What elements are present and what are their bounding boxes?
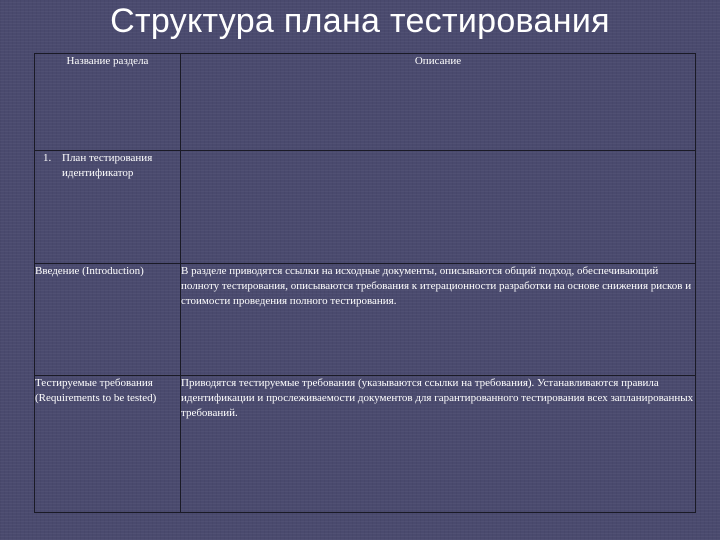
header-description: Описание <box>181 54 696 151</box>
table-row <box>35 151 696 264</box>
item-text <box>62 151 152 181</box>
item-text-line1: План тестирования <box>62 152 153 164</box>
slide-title: Структура плана тестирования <box>110 2 610 40</box>
description-cell <box>181 151 696 264</box>
header-section-name: Название раздела <box>35 54 181 151</box>
test-plan-structure-table <box>34 53 696 513</box>
table-row <box>35 264 696 376</box>
table-row <box>35 376 696 513</box>
description-cell: В разделе приводятся ссылки на исходные документы, описываются общий подход, обеспечивающий полноту тестирования, описываются требования к итерационности разработки на основе снижения рисков и стоимости проведения полного тестирования. <box>181 264 696 376</box>
section-cell: Введение (Introduction) <box>35 264 181 376</box>
table-header-row <box>35 54 696 151</box>
description-cell: Приводятся тестируемые требования (указываются ссылки на требования). Устанавливаются правила идентификации и прослеживаемости документов для гарантированного тестирования всех запланированных требований. <box>181 376 696 513</box>
item-text-line2: идентификатор <box>62 167 134 179</box>
item-number: 1. <box>43 152 52 164</box>
numbered-item <box>43 151 180 181</box>
section-cell: Тестируемые требования (Requirements to be tested) <box>35 376 181 513</box>
section-cell <box>35 151 181 264</box>
